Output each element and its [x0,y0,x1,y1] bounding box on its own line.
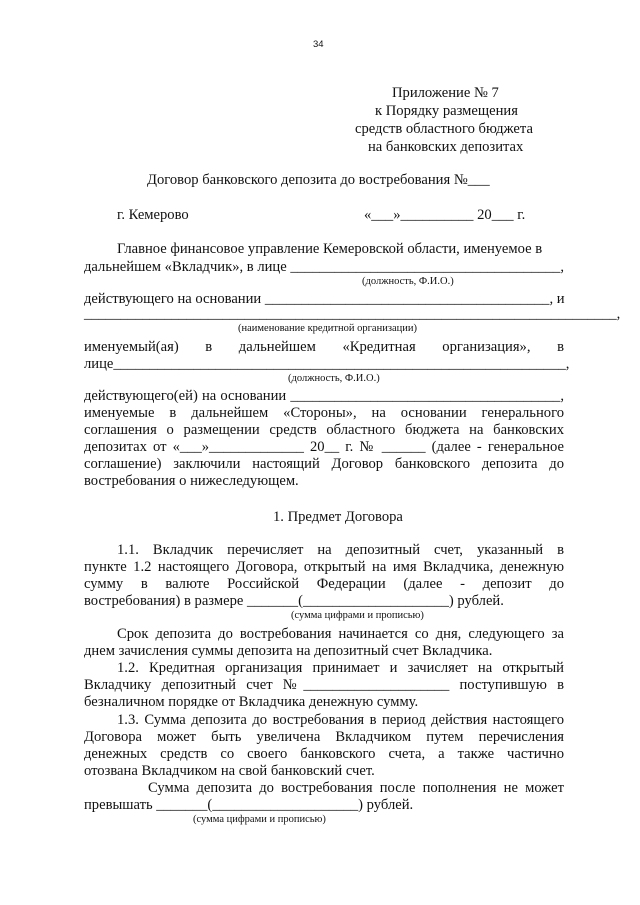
section-1-line-15: превышать _______(____________________) рублей. [84,797,414,813]
section-1-line-6: днем зачисления суммы депозита на депозитный счет Вкладчика. [84,643,493,659]
section-1-line-7: 1.2. Кредитная организация принимает и зачисляет на открытый [117,660,564,676]
section-1-line-5: Срок депозита до востребования начинается со дня, следующего за [117,626,564,642]
preamble-line-3: действующего на основании _______________________________________, и [84,291,565,307]
appendix-line-3: средств областного бюджета [355,121,533,137]
section-1-line-2: пункте 1.2 настоящего Договора, открытый на имя Вкладчика, денежную [84,559,564,575]
caption-amount-2: (сумма цифрами и прописью) [193,814,326,825]
appendix-line-2: к Порядку размещения [375,103,518,119]
appendix-line-1: Приложение № 7 [392,85,499,101]
preamble-line-9: соглашения о размещении средств областного бюджета на банковских [84,422,564,438]
preamble-line-12: востребования о нижеследующем. [84,473,299,489]
preamble-line-2: дальнейшем «Вкладчик», в лице _____________________________________, [84,259,565,275]
section-1-line-3: сумму в валюте Российской Федерации (далее - депозит до [84,576,564,592]
section-1-line-13: отозвана Вкладчиком на свой банковский счет. [84,763,375,779]
preamble-line-7: действующего(ей) на основании _____________________________________, [84,388,564,404]
caption-credit-org: (наименование кредитной организации) [238,323,417,334]
preamble-line-5: именуемый(ая) в дальнейшем «Кредитная организация», в [84,339,564,355]
city: г. Кемерово [117,207,189,223]
preamble-line-4: _________________________________________________________________________, [84,306,621,322]
section-1-line-11: Договора может быть увеличена Вкладчиком путем перечисления [84,729,564,745]
preamble-line-1: Главное финансовое управление Кемеровской области, именуемое в [117,241,543,257]
section-1-heading: 1. Предмет Договора [273,509,403,525]
date-line: «___»__________ 20___ г. [364,207,526,223]
preamble-line-8: именуемые в дальнейшем «Стороны», на основании генерального [84,405,564,421]
section-1-line-14: Сумма депозита до востребования после пополнения не может [148,780,564,796]
doc-title: Договор банковского депозита до востребования №___ [147,172,490,188]
preamble-line-11: соглашение) заключили настоящий Договор банковского депозита до [84,456,564,472]
section-1-line-4: востребования) в размере _______(____________________) рублей. [84,593,504,609]
page-number: 34 [313,39,324,50]
caption-amount-1: (сумма цифрами и прописью) [291,610,424,621]
preamble-line-6: лице______________________________________________________________, [84,356,570,372]
preamble-line-10: депозитах от «___»_____________ 20__ г. № ______ (далее - генеральное [84,439,564,455]
section-1-line-8: Вкладчику депозитный счет №____________________ поступившую в [84,677,564,693]
section-1-line-12: денежных средств со своего банковского счета, а также частично [84,746,564,762]
appendix-line-4: на банковских депозитах [368,139,524,155]
section-1-line-1: 1.1. Вкладчик перечисляет на депозитный счет, указанный в [117,542,564,558]
caption-position-2: (должность, Ф.И.О.) [288,373,380,384]
section-1-line-10: 1.3. Сумма депозита до востребования в период действия настоящего [117,712,564,728]
section-1-line-9: безналичном порядке от Вкладчика денежную сумму. [84,694,419,710]
caption-position-1: (должность, Ф.И.О.) [362,276,454,287]
